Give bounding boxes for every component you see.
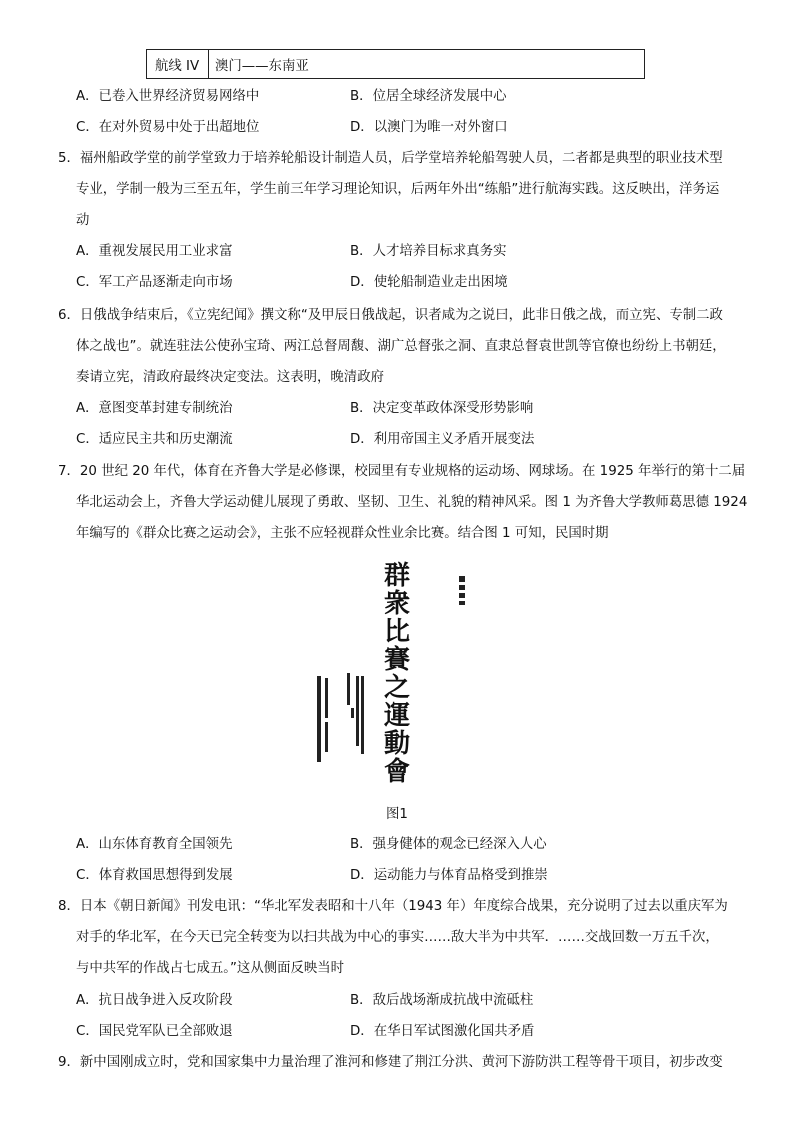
q5-option-d: D．使轮船制造业走出困境 (350, 275, 508, 290)
q8-option-a: A．抗日战争进入反攻阶段 (76, 993, 233, 1008)
q6-option-b: B．决定变革政体深受形势影响 (350, 401, 534, 416)
figure-title-char: 比 (383, 617, 411, 647)
figure-title-char: 群 (383, 561, 411, 591)
q8-stem-line-2: 对手的华北军，在今天已完全转变为以扫共战为中心的事实……敌大半为中共军．……交战回数一万五千次， (76, 930, 719, 945)
q5-stem-line-3: 动 (76, 213, 90, 228)
q6-option-a: A．意图变革封建专制统治 (76, 401, 233, 416)
q7-option-d: D．运动能力与体育品格受到推崇 (350, 868, 548, 883)
q5-stem-line-2: 专业，学制一般为三至五年，学生前三年学习理论知识，后两年外出“练船”进行航海实践。这反映出，洋务运 (76, 182, 720, 197)
figure-1-book-cover (313, 558, 481, 790)
q6-stem-line-3: 奏请立宪，清政府最终决定变法。这表明，晚清政府 (76, 370, 384, 385)
q6-option-d: D．利用帝国主义矛盾开展变法 (350, 432, 535, 447)
figure-1-caption: 图1 (386, 807, 408, 822)
q7-option-b: B．强身健体的观念已经深入人心 (350, 837, 547, 852)
q7-stem-line-1: 7．20 世纪 20 年代，体育在齐鲁大学是必修课，校园里有专业规格的运动场、网球场。在 1925 年举行的第十二届 (58, 464, 746, 479)
q4-option-a: A．已卷入世界经济贸易网络中 (76, 89, 260, 104)
q7-stem-line-2: 华北运动会上，齐鲁大学运动健儿展现了勇敢、坚韧、卫生、礼貌的精神风采。图 1 为齐鲁大学教师葛思德 1924 (76, 495, 748, 510)
q8-stem-line-3: 与中共军的作战占七成五。”这从侧面反映当时 (76, 961, 345, 976)
figure-title-char: 會 (383, 757, 411, 787)
q4-option-c: C．在对外贸易中处于出超地位 (76, 120, 260, 135)
figure-title-char: 衆 (383, 589, 411, 619)
figure-title-char: 運 (383, 701, 411, 731)
q7-stem-line-3: 年编写的《群众比赛之运动会》，主张不应轻视群众性业余比赛。结合图 1 可知，民国时期 (76, 526, 609, 541)
q7-option-c: C．体育救国思想得到发展 (76, 868, 233, 883)
q6-stem-line-1: 6．日俄战争结束后，《立宪纪闻》撰文称“及甲辰日俄战起，识者咸为之说曰，此非日俄之战，而立宪、专制二政 (58, 308, 723, 323)
q6-stem-line-2: 体之战也”。就连驻法公使孙宝琦、两江总督周馥、湖广总督张之洞、直隶总督袁世凯等官僚也纷纷上书朝廷， (76, 339, 726, 354)
figure-title-char: 賽 (383, 645, 411, 675)
figure-title-char: 之 (383, 673, 411, 703)
q5-option-a: A．重视发展民用工业求富 (76, 244, 233, 259)
q5-option-b: B．人才培养目标求真务实 (350, 244, 507, 259)
figure-title-char: 動 (383, 729, 411, 759)
route-label: 航线 IV (147, 50, 209, 78)
q8-option-c: C．国民党军队已全部败退 (76, 1024, 233, 1039)
q8-option-b: B．敌后战场渐成抗战中流砥柱 (350, 993, 534, 1008)
q5-stem-line-1: 5．福州船政学堂的前学堂致力于培养轮船设计制造人员，后学堂培养轮船驾驶人员，二者都是典型的职业技术型 (58, 151, 723, 166)
q8-option-d: D．在华日军试图激化国共矛盾 (350, 1024, 535, 1039)
q5-option-c: C．军工产品逐渐走向市场 (76, 275, 233, 290)
q4-option-b: B．位居全球经济发展中心 (350, 89, 507, 104)
route-value: 澳门——东南亚 (215, 58, 309, 74)
q4-option-d: D．以澳门为唯一对外窗口 (350, 120, 508, 135)
route-table-row (146, 49, 645, 79)
book-cover-image (313, 558, 481, 790)
q9-stem-line-1: 9．新中国刚成立时，党和国家集中力量治理了淮河和修建了荆江分洪、黄河下游防洪工程等骨干项目，初步改变 (58, 1055, 723, 1070)
q8-stem-line-1: 8．日本《朝日新闻》刊发电讯：“华北军发表昭和十八年（1943 年）年度综合战果，充分说明了过去以重庆军为 (58, 899, 728, 914)
q6-option-c: C．适应民主共和历史潮流 (76, 432, 233, 447)
q7-option-a: A．山东体育教育全国领先 (76, 837, 233, 852)
